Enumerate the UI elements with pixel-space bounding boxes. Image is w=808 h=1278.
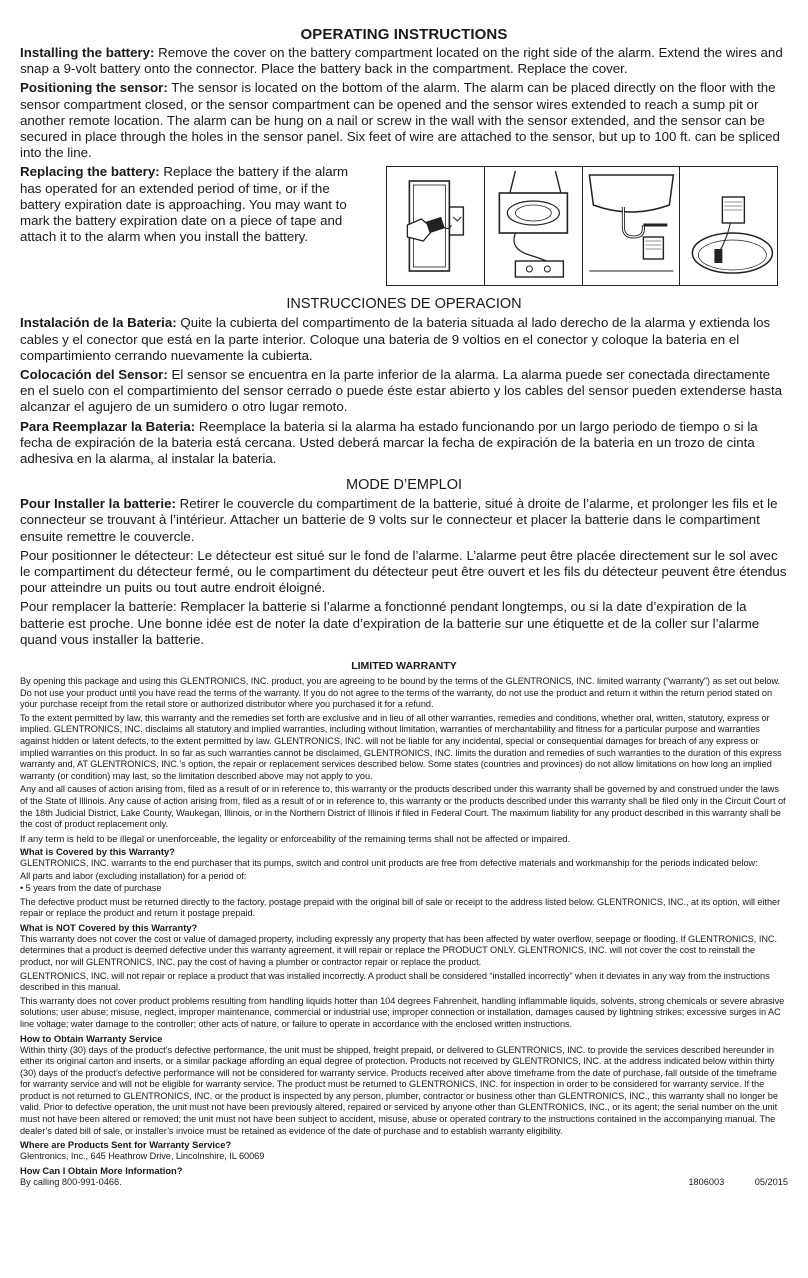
under-sink-drawing (583, 167, 680, 285)
battery-compartment-drawing (387, 167, 484, 285)
french-installing: Pour Installer la batterie: Retirer le couvercle du compartiment de la batterie, situé à droite de l’alarme, et prolonger les fils et le connecteur se trouvant à l’intérieur. Attacher un batterie de 9 volts sur le connecteur et placer la batterie dans le compartiment ensuite remettre le couvercle. (20, 496, 778, 544)
spanish-title: INSTRUCCIONES DE OPERACION (286, 296, 522, 313)
covered-period: • 5 years from the date of purchase (20, 882, 162, 893)
warranty-severability-paragraph: If any term is held to be illegal or unenforceable, the legality or enforceability of the remaining terms shall not be affected or impaired. (20, 832, 571, 844)
english-positioning: Positioning the sensor: The sensor is located on the bottom of the alarm. The alarm can be placed directly on the floor with the sensor compartment closed, or the sensor compartment can be opened and the sensor wires extended to reach a sump pit or another remote location. The alarm can be hung on a nail or screw in the wall with the sensor extended, and the sensor can be secured in place through the holes in the sensor panel. Six feet of wire are attached to the sensor, but up to 100 ft. can be spliced into the line. (20, 80, 780, 161)
french-replacing: Pour remplacer la batterie: Remplacer la batterie si l’alarme a fonctionné pendant longtemps, ou si la date d’expiration de la batterie est proche. Une bonne idée est de noter la date d’expiration de la batterie sur une étiquette et de la coller sur l’alarme quand vous installer la batterie. (20, 599, 760, 647)
replacing-row (20, 164, 788, 286)
installation-illustration (386, 166, 778, 286)
sensor-wire-illustration (485, 167, 583, 285)
english-replacing: Replacing the battery: Replace the battery if the alarm has operated for an extended period of time, or if the battery expiration date is approaching. You may want to mark the battery expiration date on a piece of tape and attach it to the alarm when you install the battery. (20, 164, 349, 245)
footer-row (20, 1177, 788, 1189)
english-title: OPERATING INSTRUCTIONS (300, 26, 508, 43)
company-address: Glentronics, Inc., 645 Heathrow Drive, Lincolnshire, IL 60069 (20, 1151, 265, 1162)
phone-number-text: By calling 800-991-0466. (20, 1176, 122, 1187)
warranty-agreement-paragraph: By opening this package and using this GLENTRONICS, INC. product, you are agreeing to be bound by the terms of the GLENTRONICS, INC. limited warranty (“warranty”) as set out below. Do not use your product until you have read the terms of the warranty. If you do not agree to the terms of the warranty, do not use the product and return it within the return period stated on your purchase receipt from the retail store or authorized distributor where you purchased it for a refund. (20, 676, 781, 710)
spanish-positioning: Colocación del Sensor: El sensor se encuentra en la parte inferior de la alarma. La alarma puede ser conectada directamente en el suelo con el compartimiento del sensor cerrado o puede éste estar abierto y los cables del sensor pueden extenderse hasta alcanzar el agujero de un sumidero o otro lugar remoto. (20, 367, 783, 415)
document-code: 1806003 (688, 1176, 725, 1187)
document-codes (660, 1177, 788, 1189)
where-sent-heading: Where are Products Sent for Warranty Service? (20, 1139, 232, 1151)
french-title: MODE D’EMPLOI (345, 477, 462, 494)
spanish-replacing: Para Reemplazar la Bateria: Reemplace la bateria si la alarma ha estado funcionando por un largo periodo de tiempo o si la fecha de expiración de la bateria está cercana. Usted deberá marcar la fecha de expiración de la bateria en un trozo de cinta adhesiva en la alarma, al instalar la bateria. (20, 418, 758, 467)
covered-return-paragraph: The defective product must be returned directly to the factory, postage prepaid with the original bill of sale or receipt to the address listed below. GLENTRONICS, INC., at its option, will either repair or replace the product and return it postage prepaid. (20, 896, 781, 919)
warranty-jurisdiction-paragraph: Any and all causes of action arising from, filed as a result of or in reference to, this warranty or the products described under this warranty shall be governed by and construed under the laws of the State of Illinois. Any cause of action arising from, filed as a result of or in reference to, this warranty or the products described under this warranty shall be filed only in the Circuit Court of the 18th Judicial District, Lake County, Waukegan, Illinois, or in the Northern District of Illinois if filed in Federal Court. The maximum liability for any product described in this warranty shall be the cost of product replacement only. (20, 784, 786, 830)
sump-pit-drawing (680, 167, 777, 285)
limited-warranty (20, 660, 788, 1188)
battery-compartment-illustration (387, 167, 485, 285)
covered-parts-labor: All parts and labor (excluding installation) for a period of: (20, 871, 247, 882)
sensor-wire-drawing (485, 167, 582, 285)
covered-paragraph: GLENTRONICS, INC. warrants to the end purchaser that its pumps, switch and control unit products are free from defective materials and workmanship for the periods indicated below: (20, 857, 758, 868)
french-positioning: Pour positionner le détecteur: Le détecteur est situé sur le fond de l’alarme. L’alarme peut être placée directement sur le sol avec le compartiment du détecteur fermé, ou le compartiment du détecteur peut être ouvert et les fils du détecteur peuvent être étendus pour atteindre un puits ou tout autre endroit éloigné. (20, 547, 787, 596)
warranty-disclaimer-paragraph: To the extent permitted by law, this warranty and the remedies set forth are exclusive and in lieu of all other warranties, remedies and conditions, whether oral, written, statutory, express or implied. GLENTRONICS, INC. disclaims all statutory and implied warranties, including without limitation, warranties of merchantability and fitness for a particular purpose and warranties against hidden or latent defects, to the extent permitted by law. GLENTRONICS, INC. will not be liable for any incidental, special or consequential damages for breach of any express or implied warranties on this product. In so far as such warranties cannot be disclaimed, GLENTRONICS, INC. limits the duration and remedies of such warranties to the duration of this express warranty and, AT GLENTRONICS, INC.’s option, the repair or replacement services described below. Some states (countries and provinces) do not allow limitations on how long an implied warranty (or condition) may last, so the limitation described above may not apply to you. (20, 712, 782, 781)
warranty-title: LIMITED WARRANTY (351, 660, 457, 673)
english-installing: Installing the battery: Remove the cover on the battery compartment located on the right side of the alarm. Extend the wires and snap a 9-volt battery onto the connector. Place the battery back in the compartment. Replace the cover. (20, 45, 783, 77)
not-covered-problems-paragraph: This warranty does not cover product problems resulting from handling liquids hotter than 104 degrees Fahrenheit, handling inflammable liquids, solvents, strong chemicals or severe abrasive solutions; user abuse; misuse, neglect, improper maintenance, commercial or industrial use; improper connection or installation, damages caused by lightning strikes; excessive surges in AC line voltage; water damage to the controller; other acts of nature, or failure to operate in accordance with the enclosed written instructions. (20, 995, 785, 1029)
document-date: 05/2015 (754, 1176, 788, 1187)
not-covered-heading: What is NOT Covered by this Warranty? (20, 921, 198, 933)
more-info-heading: How Can I Obtain More Information? (20, 1164, 183, 1176)
not-covered-installation-paragraph: GLENTRONICS, INC. will not repair or replace a product that was installed incorrectly. A product shall be considered “installed incorrectly” when it deviates in any way from the instructions described in this manual. (20, 970, 770, 993)
obtain-service-heading: How to Obtain Warranty Service (20, 1032, 163, 1044)
covered-heading: What is Covered by this Warranty? (20, 845, 175, 857)
obtain-service-paragraph: Within thirty (30) days of the product’s defective performance, the unit must be shipped, freight prepaid, or delivered to GLENTRONICS, INC. to provide the services described hereunder in either its original carton and inserts, or a similar package affording an equal degree of protection. Products not received by GLENTRONICS, INC. at the address indicated below within thirty (30) days of the product’s defective performance will not be considered for warranty service. Products received after above timeframe from the date of purchase, fall outside of the timeframe for warranty service and will not be eligible for warranty service. The product must be returned to GLENTRONICS, INC. for inspection in order to be considered for warranty service. If the product is not returned to GLENTRONICS, INC. or the product is inspected by any person, plumber, contractor or business other than GLENTRONICS, INC., this warranty shall no longer be valid. Prior to defective operation, the unit must not have been previously altered, repaired or serviced by anyone other than GLENTRONICS, INC., or its agent; the serial number on the unit must not have been altered or removed; the unit must not have been subject to accident, misuse, abuse or operated contrary to the instructions contained in the accompanying manual. The dealer’s dated bill of sale, or installer’s invoice must be retained as evidence of the date of purchase and to establish warranty eligibility. (20, 1044, 778, 1136)
sump-pit-illustration (680, 167, 777, 285)
spanish-installing: Instalación de la Bateria: Quite la cubierta del compartimento de la bateria situada al lado derecho de la alarma y extienda los cables y el conector que está en la parte interior. Coloque una bateria de 9 voltios en el conector y coloque la bateria en el compartimiento cerrando nuevamente la cubierta. (20, 315, 771, 363)
under-sink-illustration (583, 167, 681, 285)
not-covered-damage-paragraph: This warranty does not cover the cost or value of damaged property, including expressly any property that has been affected by water overflow, seepage or flooding. If GLENTRONICS, INC. determines that a product is deemed defective under this warranty agreement, it will repair or replace the PRODUCT ONLY. GLENTRONICS, INC. will not cover the cost to reinstall the product, nor will GLENTRONICS, INC. pay the cost of having a plumber or contractor repair or replace the product. (20, 933, 777, 967)
document-page (20, 26, 788, 1188)
